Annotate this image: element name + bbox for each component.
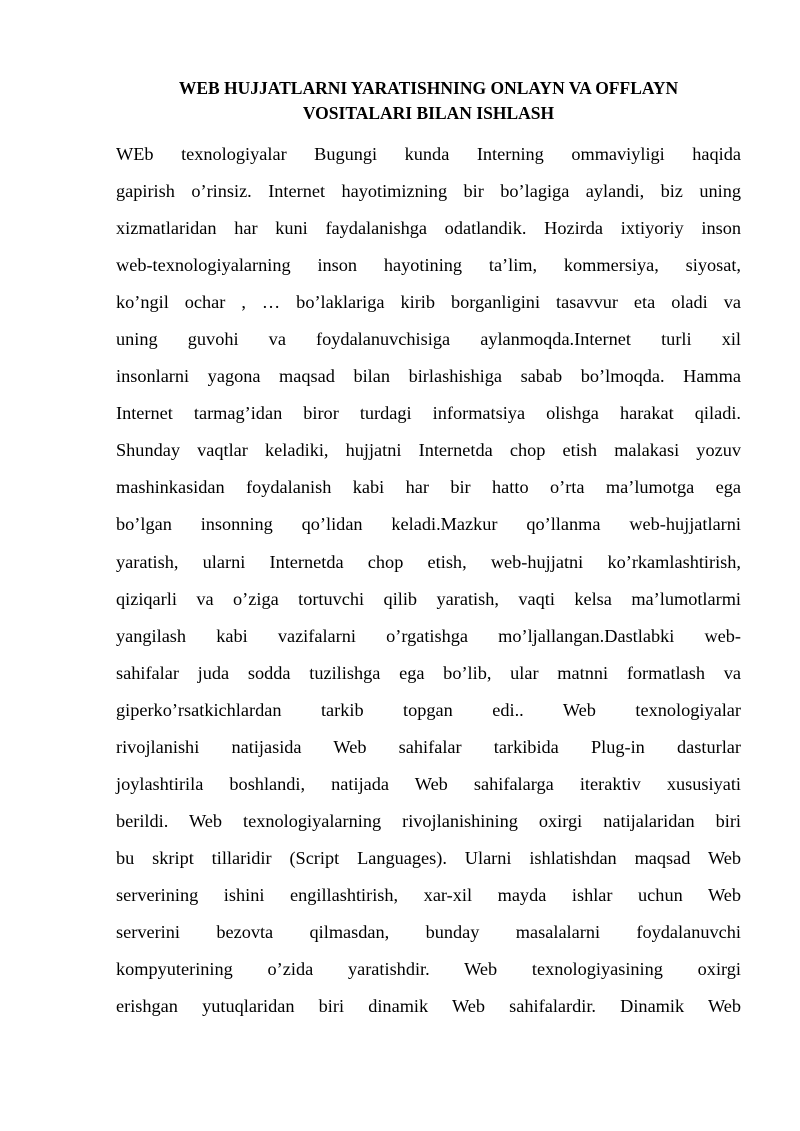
- body-line: kompyuterining o’zida yaratishdir. Web texnologiyasining oxirgi: [116, 959, 741, 980]
- body-line: ko’ngil ochar , … bo’laklariga kirib borganligini tasavvur eta oladi va: [116, 292, 741, 313]
- body-line: berildi. Web texnologiyalarning rivojlanishining oxirgi natijalaridan biri: [116, 810, 741, 831]
- body-line: serverini bezovta qilmasdan, bunday masalalarni foydalanuvchi: [116, 921, 741, 942]
- body-line: yaratish, ularni Internetda chop etish, web-hujjatni ko’rkamlashtirish,: [116, 551, 741, 572]
- body-line: xizmatlaridan har kuni faydalanishga odatlandik. Hozirda ixtiyoriy inson: [116, 218, 741, 239]
- body-line: insonlarni yagona maqsad bilan birlashishiga sabab bo’lmoqda. Hamma: [116, 366, 741, 387]
- body-line: rivojlanishi natijasida Web sahifalar tarkibida Plug-in dasturlar: [116, 736, 741, 757]
- document-title: [116, 76, 741, 126]
- title-line-1: WEB HUJJATLARNI YARATISHNING ONLAYN VA OFFLAYN: [178, 78, 679, 98]
- body-line: mashinkasidan foydalanish kabi har bir hatto o’rta ma’lumotga ega: [116, 477, 741, 498]
- body-line: qiziqarli va o’ziga tortuvchi qilib yaratish, vaqti kelsa ma’lumotlarmi: [116, 588, 741, 609]
- body-line: sahifalar juda sodda tuzilishga ega bo’lib, ular matnni formatlash va: [116, 662, 741, 683]
- body-line: web-texnologiyalarning inson hayotining ta’lim, kommersiya, siyosat,: [116, 255, 741, 276]
- body-line: WEb texnologiyalar Bugungi kunda Interning ommaviyligi haqida: [116, 144, 741, 164]
- body-line: erishgan yutuqlaridan biri dinamik Web sahifalardir. Dinamik Web: [116, 996, 741, 1017]
- document-body: [116, 136, 741, 1025]
- body-line: Internet tarmag’idan biror turdagi informatsiya olishga harakat qiladi.: [116, 403, 741, 424]
- body-line: Shunday vaqtlar keladiki, hujjatni Internetda chop etish malakasi yozuv: [116, 440, 741, 461]
- body-line: joylashtirila boshlandi, natijada Web sahifalarga iteraktiv xususiyati: [116, 773, 741, 794]
- body-line: bu skript tillaridir (Script Languages). Ularni ishlatishdan maqsad Web: [116, 847, 741, 868]
- body-line: serverining ishini engillashtirish, xar-xil mayda ishlar uchun Web: [116, 884, 741, 905]
- body-line: uning guvohi va foydalanuvchisiga aylanmoqda.Internet turli xil: [116, 329, 741, 350]
- title-line-2: VOSITALARI BILAN ISHLASH: [302, 103, 555, 123]
- body-line: yangilash kabi vazifalarni o’rgatishga mo’ljallangan.Dastlabki web-: [116, 625, 741, 646]
- body-line: gapirish o’rinsiz. Internet hayotimizning bir bo’lagiga aylandi, biz uning: [116, 181, 741, 202]
- body-line: giperko’rsatkichlardan tarkib topgan edi.. Web texnologiyalar: [116, 699, 741, 720]
- body-line: bo’lgan insonning qo’lidan keladi.Mazkur qo’llanma web-hujjatlarni: [116, 514, 741, 535]
- document-page: [116, 76, 741, 1025]
